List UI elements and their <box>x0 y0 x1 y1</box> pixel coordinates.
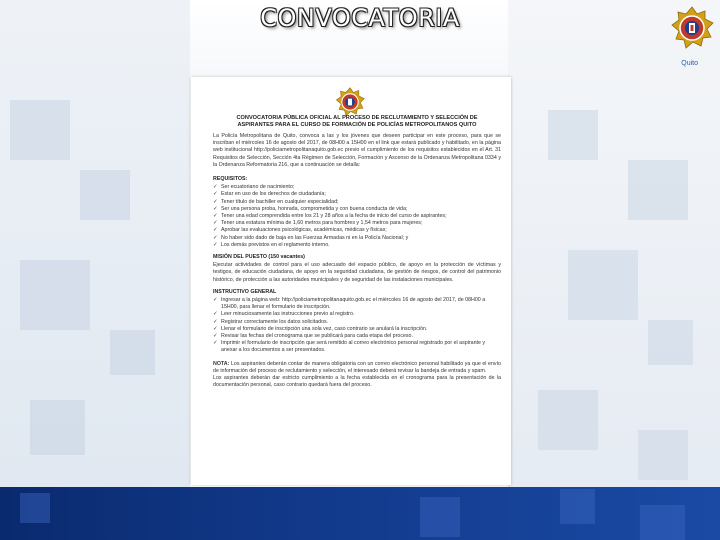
document-note <box>213 361 501 375</box>
requirement-item: ✓ Estar en uso de los derechos de ciudadanía; <box>213 191 501 198</box>
note-text: Los aspirantes deberán contar de manera obligatoria con un correo electrónico personal habilitado ya que el envío de información del proceso de reclutamiento y selección, el interesado deberá revisar la bandeja de entrada y spam. <box>213 360 501 374</box>
document-heading <box>213 115 501 129</box>
mission-text: Ejecutar actividades de control para el uso adecuado del espacio público, de apoyo en la protección de víctimas y testigos, de educación ciudadana, de apoyo en la seguridad ciudadana, de gestión de riesgos, de control del patrimonio histórico, de protección a las autoridades municipales y de seguridad de las instalaciones municipales. <box>213 262 501 283</box>
convocatoria-document <box>191 77 511 485</box>
mission-title: MISIÓN DEL PUESTO (150 vacantes) <box>213 254 305 261</box>
requirement-item: ✓ Tener título de bachiller en cualquier especialidad; <box>213 199 501 206</box>
requirement-item: ✓ Aprobar las evaluaciones psicológicas, académicas, médicas y físicas; <box>213 227 501 234</box>
document-heading-line-2: ASPIRANTES PARA EL CURSO DE FORMACIÓN DE POLICÍAS METROPOLITANOS QUITO <box>237 122 477 128</box>
instruction-item: ✓ Registrar correctamente los datos solicitados. <box>213 319 501 326</box>
document-intro: La Policía Metropolitana de Quito, convoca a las y los jóvenes que deseen participar en este proceso, para que se inscriban el miércoles 16 de agosto del 2017, de 08H00 a 15H00 en el link que estará publicado y habilitado, en la página web institucional http://policiametropolitanaquito.gob.ec previo el cumplimiento de los requisitos establecidos en el Art. 31 Requisitos de Selección, Sección 4ta Régimen de Selección, Formación y Ascenso de la Ordenanza Metropolitana 0334 y la Ordenanza Reformatoria 216, que a continuación se detalla: <box>213 133 501 168</box>
instruction-item: ✓ Revisar las fechas del cronograma que se publicará para cada etapa del proceso. <box>213 333 501 340</box>
requirements-title: REQUISITOS: <box>213 176 248 183</box>
document-heading-line-1: CONVOCATORIA PÚBLICA OFICIAL AL PROCESO DE RECLUTAMIENTO Y SELECCIÓN DE <box>236 115 478 121</box>
requirement-item: ✓ Ser ecuatoriano de nacimiento; <box>213 184 501 191</box>
right-decoration <box>508 0 720 540</box>
document-body <box>213 115 501 394</box>
instruction-item: ✓ Ingresar a la página web: http://policiametropolitanaquito.gob.ec el miércoles 16 de agosto del 2017, de 08H00 a 15H00, para llenar el formulario de inscripción. <box>213 297 501 311</box>
requirement-item: ✓ Ser una persona proba, honrada, comprometida y con buena conducta de vida; <box>213 206 501 213</box>
instructions-list <box>213 297 501 355</box>
document-emblem-icon <box>335 87 365 117</box>
instruction-item: ✓ Llenar el formulario de inscripción una sola vez, caso contrario se anulará la inscripción. <box>213 326 501 333</box>
requirement-item: ✓ No haber sido dado de baja en las Fuerzas Armadas ni en la Policía Nacional; y <box>213 235 501 242</box>
police-emblem-icon <box>670 6 714 50</box>
left-decoration <box>0 0 190 540</box>
requirement-item: ✓ Los demás previstos en el reglamento interno. <box>213 242 501 249</box>
logo-caption: Quito <box>681 60 698 67</box>
note-label: NOTA: <box>213 360 230 367</box>
requirements-list <box>213 184 501 249</box>
instruction-item: ✓ Leer minuciosamente las instrucciones previo al registro. <box>213 311 501 318</box>
instructions-title: INSTRUCTIVO GENERAL <box>213 288 277 295</box>
slide-title: CONVOCATORIA <box>260 4 460 32</box>
requirement-item: ✓ Tener una estatura mínima de 1,60 metros para hombres y 1,54 metros para mujeres; <box>213 220 501 227</box>
closing-text: Los aspirantes deberán dar estricto cumplimiento a la fecha establecida en el cronograma para la presentación de la documentación personal, caso contrario quedará fuera del proceso. <box>213 375 501 389</box>
requirement-item: ✓ Tener una edad comprendida entre los 21 y 28 años a la fecha de inicio del curso de aspirantes; <box>213 213 501 220</box>
instruction-item: ✓ Imprimir el formulario de inscripción que será remitido al correo electrónico personal registrado por el aspirante y anexar a los documentos a ser presentados. <box>213 340 501 354</box>
footer-band <box>0 487 720 540</box>
